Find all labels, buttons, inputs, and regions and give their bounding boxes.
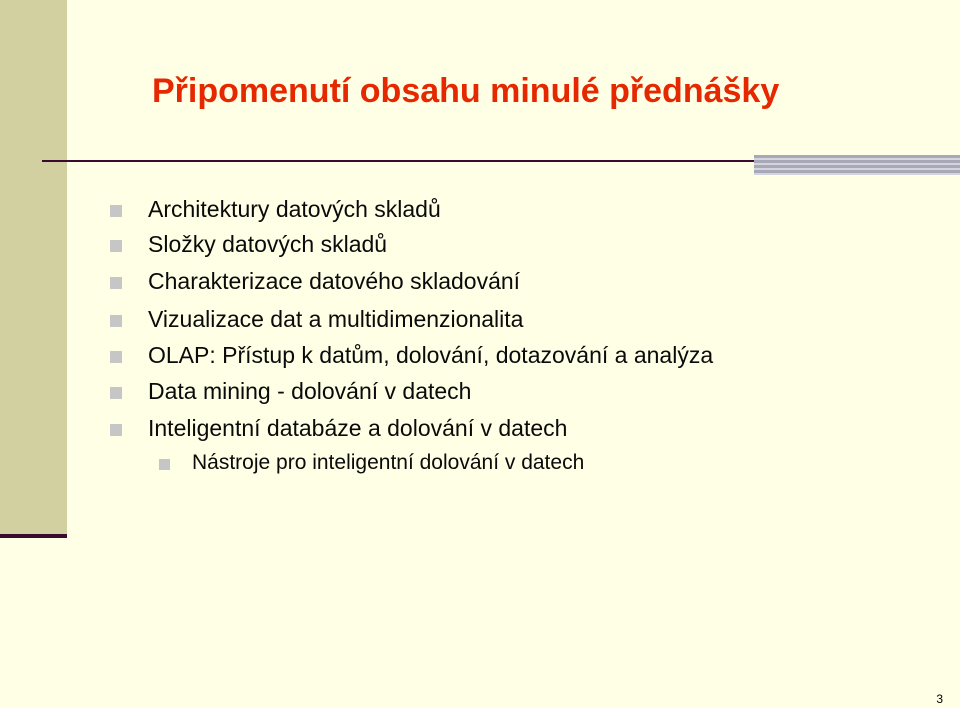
list-item-text: OLAP: Přístup k datům, dolování, dotazování a analýza xyxy=(148,342,714,368)
bullet-square-icon xyxy=(110,387,122,399)
bullet-square-icon xyxy=(110,351,122,363)
list-item xyxy=(148,196,441,223)
bullet-square-icon xyxy=(159,459,170,470)
left-decor-underline xyxy=(0,534,67,538)
bullet-square-icon xyxy=(110,240,122,252)
list-item xyxy=(148,342,713,369)
list-item xyxy=(148,231,387,258)
page-number: 3 xyxy=(936,692,943,706)
sub-list-item xyxy=(192,451,584,475)
left-decor-band xyxy=(0,0,67,536)
list-item xyxy=(148,306,523,333)
bullet-square-icon xyxy=(110,315,122,327)
sub-list-item-text: Nástroje pro inteligentní dolování v datech xyxy=(192,451,585,474)
list-item-text: Charakterizace datového skladování xyxy=(148,268,521,294)
slide-title: Připomenutí obsahu minulé přednášky xyxy=(152,72,780,110)
title-divider-accent xyxy=(754,155,960,175)
list-item xyxy=(148,415,567,442)
bullet-square-icon xyxy=(110,277,122,289)
bullet-square-icon xyxy=(110,205,122,217)
list-item-text: Data mining - dolování v datech xyxy=(148,378,472,404)
list-item-text: Architektury datových skladů xyxy=(148,196,441,222)
list-item-text: Složky datových skladů xyxy=(148,231,388,257)
list-item xyxy=(148,378,471,405)
list-item-text: Vizualizace dat a multidimenzionalita xyxy=(148,306,524,332)
list-item-text: Inteligentní databáze a dolování v datech xyxy=(148,415,568,441)
title-divider xyxy=(42,160,754,162)
bullet-square-icon xyxy=(110,424,122,436)
list-item xyxy=(148,268,520,295)
